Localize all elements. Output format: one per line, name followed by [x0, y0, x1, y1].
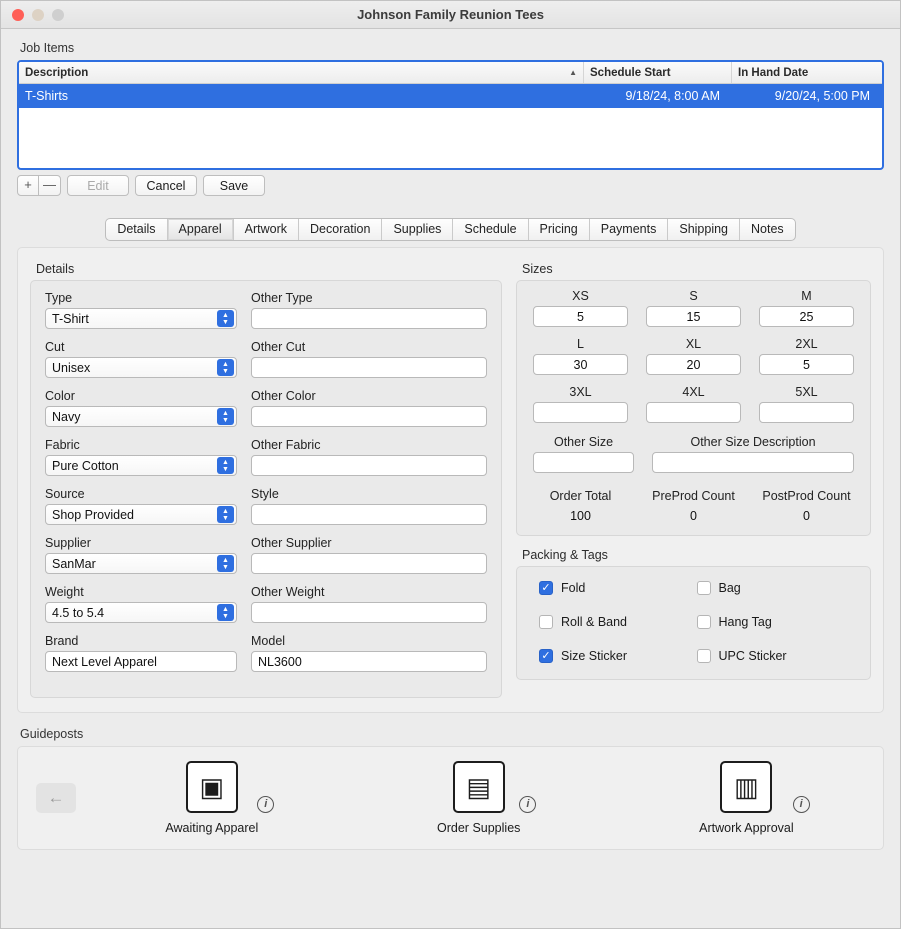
apparel-panel [17, 247, 884, 713]
size-2xl [759, 337, 854, 375]
fabric-popup[interactable] [45, 455, 237, 476]
size-xs [533, 289, 628, 327]
add-item-button[interactable]: + [18, 176, 39, 195]
field-other-weight [251, 585, 487, 623]
other-color-input[interactable] [251, 406, 487, 427]
tab-artwork[interactable]: Artwork [234, 219, 299, 240]
remove-item-button[interactable]: — [43, 177, 56, 192]
column-header-description-label: Description [25, 66, 89, 79]
checkbox-size-sticker-box[interactable]: ✓ [539, 649, 553, 663]
tab-pricing[interactable]: Pricing [529, 219, 590, 240]
job-items-table[interactable] [17, 60, 884, 170]
color-popup[interactable] [45, 406, 237, 427]
other-cut-input[interactable] [251, 357, 487, 378]
field-other-type [251, 291, 487, 329]
field-other-fabric-label: Other Fabric [251, 438, 321, 452]
checkbox-upc-sticker[interactable] [697, 649, 855, 663]
tab-strip [105, 218, 795, 241]
style-input[interactable] [251, 504, 487, 525]
cancel-button[interactable]: Cancel [135, 175, 197, 196]
checkbox-fold[interactable] [539, 581, 697, 595]
field-other-cut [251, 340, 487, 378]
sizes-grid [517, 281, 870, 435]
chevron-updown-icon[interactable]: ▲ ▼ [217, 310, 234, 327]
order-total-label: Order Total [549, 489, 612, 503]
field-other-fabric [251, 438, 487, 476]
sizes-column [516, 258, 871, 698]
details-title: Details [36, 262, 75, 276]
tab-decoration[interactable]: Decoration [299, 219, 382, 240]
checkbox-bag-box[interactable] [697, 581, 711, 595]
other-size-description [652, 435, 854, 473]
field-type [45, 291, 237, 329]
sizes-title: Sizes [522, 262, 553, 276]
supplier-popup[interactable] [45, 553, 237, 574]
postprod-count-label: PostProd Count [762, 489, 851, 503]
size-5xl [759, 385, 854, 423]
size-3xl-label: 3XL [569, 385, 592, 399]
field-style [251, 487, 487, 525]
supplier-popup-value: SanMar [52, 556, 96, 571]
postprod-count-value: 0 [803, 509, 810, 523]
size-s-label: S [689, 289, 698, 303]
size-xs-label: XS [572, 289, 589, 303]
details-group [30, 280, 502, 698]
field-supplier-label: Supplier [45, 536, 91, 550]
packing-group [516, 566, 871, 680]
model-input[interactable]: NL3600 [251, 651, 487, 672]
other-size-input[interactable] [533, 452, 634, 473]
size-s [646, 289, 741, 327]
postprod-count [759, 489, 854, 523]
other-fabric-input[interactable] [251, 455, 487, 476]
info-icon[interactable]: i [257, 796, 274, 813]
field-other-color [251, 389, 487, 427]
job-items-toolbar [17, 175, 884, 196]
field-source-label: Source [45, 487, 85, 501]
checkbox-upc-sticker-box[interactable] [697, 649, 711, 663]
artwork-icon: ▥ [720, 761, 772, 813]
add-remove-segment[interactable] [17, 175, 61, 196]
other-size [533, 435, 634, 473]
size-4xl-label: 4XL [682, 385, 705, 399]
order-total [533, 489, 628, 523]
order-total-value: 100 [570, 509, 591, 523]
guideposts-label: Guideposts [20, 727, 84, 741]
type-popup-value: T-Shirt [52, 311, 89, 326]
tab-shipping[interactable]: Shipping [668, 219, 740, 240]
box-icon: ▣ [186, 761, 238, 813]
table-header-row [19, 62, 882, 84]
guideposts-bar [17, 746, 884, 850]
tab-payments[interactable]: Payments [590, 219, 669, 240]
other-supplier-input[interactable] [251, 553, 487, 574]
other-size-row [517, 435, 870, 487]
other-size-description-input[interactable] [652, 452, 854, 473]
column-header-description[interactable] [19, 62, 584, 83]
size-s-input[interactable]: 15 [646, 306, 741, 327]
field-weight-label: Weight [45, 585, 84, 599]
checkbox-fold-label: Fold [561, 581, 586, 595]
size-l-input[interactable]: 30 [533, 354, 628, 375]
field-style-label: Style [251, 487, 279, 501]
checkbox-roll-and-band[interactable] [539, 615, 697, 629]
size-m-input[interactable]: 25 [759, 306, 854, 327]
source-popup-value: Shop Provided [52, 507, 135, 522]
window-title: Johnson Family Reunion Tees [357, 7, 544, 22]
field-type-label: Type [45, 291, 73, 305]
tab-schedule[interactable]: Schedule [453, 219, 528, 240]
info-icon[interactable]: i [793, 796, 810, 813]
cut-popup-value: Unisex [52, 360, 91, 375]
packing-options [517, 567, 870, 679]
chevron-updown-icon[interactable]: ▲ ▼ [217, 408, 234, 425]
checkbox-bag[interactable] [697, 581, 855, 595]
guidepost-order-supplies-label: Order Supplies [437, 821, 521, 835]
other-size-description-label: Other Size Description [690, 435, 816, 449]
size-xl-input[interactable]: 20 [646, 354, 741, 375]
checkbox-hang-tag[interactable] [697, 615, 855, 629]
guidepost-awaiting-apparel-label: Awaiting Apparel [165, 821, 259, 835]
back-button[interactable]: ← [36, 783, 76, 813]
weight-popup-value: 4.5 to 5.4 [52, 605, 105, 620]
column-header-in-hand-date-label: In Hand Date [738, 66, 809, 79]
field-weight [45, 585, 237, 623]
field-other-weight-label: Other Weight [251, 585, 325, 599]
source-popup[interactable] [45, 504, 237, 525]
tab-apparel[interactable]: Apparel [168, 219, 234, 240]
totals-row [517, 487, 870, 535]
size-xl-label: XL [685, 337, 702, 351]
sort-ascending-icon: ▲ [569, 68, 577, 77]
chevron-updown-icon[interactable]: ▲ ▼ [217, 457, 234, 474]
tab-notes[interactable]: Notes [751, 222, 784, 236]
size-l-label: L [577, 337, 584, 351]
field-supplier [45, 536, 237, 574]
field-brand [45, 634, 237, 672]
size-5xl-input[interactable] [759, 402, 854, 423]
field-other-type-label: Other Type [251, 291, 313, 305]
field-cut [45, 340, 237, 378]
checkbox-upc-sticker-label: UPC Sticker [718, 649, 787, 663]
field-other-color-label: Other Color [251, 389, 316, 403]
other-weight-input[interactable] [251, 602, 487, 623]
guidepost-artwork-approval[interactable] [699, 761, 803, 835]
brand-input[interactable]: Next Level Apparel [45, 651, 237, 672]
size-5xl-label: 5XL [795, 385, 818, 399]
details-column [30, 258, 502, 698]
cell-description: T-Shirts [25, 89, 69, 103]
weight-popup[interactable] [45, 602, 237, 623]
checkbox-roll-and-band-box[interactable] [539, 615, 553, 629]
column-header-schedule-start[interactable] [584, 62, 732, 83]
type-popup[interactable] [45, 308, 237, 329]
preprod-count [646, 489, 741, 523]
tab-supplies[interactable]: Supplies [382, 219, 453, 240]
size-xs-input[interactable]: 5 [533, 306, 628, 327]
field-model [251, 634, 487, 672]
job-items-label: Job Items [20, 41, 75, 55]
field-color-label: Color [45, 389, 75, 403]
checkbox-hang-tag-label: Hang Tag [718, 615, 772, 629]
size-4xl-input[interactable] [646, 402, 741, 423]
cut-popup[interactable] [45, 357, 237, 378]
field-cut-label: Cut [45, 340, 65, 354]
size-2xl-label: 2XL [795, 337, 818, 351]
field-fabric-label: Fabric [45, 438, 80, 452]
cell-schedule-start: 9/18/24, 8:00 AM [625, 89, 720, 103]
size-4xl [646, 385, 741, 423]
chevron-updown-icon[interactable]: ▲ ▼ [217, 506, 234, 523]
packing-section [516, 548, 871, 680]
size-xl [646, 337, 741, 375]
fabric-popup-value: Pure Cotton [52, 458, 119, 473]
supplies-icon: ▤ [453, 761, 505, 813]
field-source [45, 487, 237, 525]
checkbox-roll-and-band-label: Roll & Band [561, 615, 628, 629]
size-m [759, 289, 854, 327]
field-fabric [45, 438, 237, 476]
checkbox-size-sticker[interactable] [539, 649, 697, 663]
other-type-input[interactable] [251, 308, 487, 329]
other-size-label: Other Size [553, 435, 614, 449]
checkbox-size-sticker-label: Size Sticker [561, 649, 627, 663]
size-l [533, 337, 628, 375]
checkbox-fold-box[interactable]: ✓ [539, 581, 553, 595]
details-grid [31, 281, 501, 697]
size-m-label: M [801, 289, 812, 303]
tab-bar [17, 218, 884, 241]
guidepost-awaiting-apparel[interactable] [165, 761, 268, 835]
size-2xl-input[interactable]: 5 [759, 354, 854, 375]
title-bar [1, 1, 900, 29]
tab-details[interactable]: Details [106, 219, 167, 240]
table-row[interactable] [19, 84, 882, 108]
chevron-updown-icon[interactable]: ▲ ▼ [217, 359, 234, 376]
field-other-cut-label: Other Cut [251, 340, 306, 354]
size-3xl-input[interactable] [533, 402, 628, 423]
preprod-count-label: PreProd Count [652, 489, 735, 503]
sizes-group [516, 280, 871, 536]
column-header-schedule-start-label: Schedule Start [590, 66, 671, 79]
size-3xl [533, 385, 628, 423]
packing-title: Packing & Tags [522, 548, 608, 562]
field-color [45, 389, 237, 427]
checkbox-hang-tag-box[interactable] [697, 615, 711, 629]
column-header-in-hand-date[interactable] [732, 62, 882, 83]
chevron-updown-icon[interactable]: ▲ ▼ [217, 555, 234, 572]
field-brand-label: Brand [45, 634, 79, 648]
guidepost-items [76, 761, 883, 835]
field-other-supplier-label: Other Supplier [251, 536, 332, 550]
checkbox-bag-label: Bag [718, 581, 741, 595]
guidepost-artwork-approval-label: Artwork Approval [699, 821, 794, 835]
guidepost-order-supplies[interactable] [437, 761, 530, 835]
field-other-supplier [251, 536, 487, 574]
field-model-label: Model [251, 634, 286, 648]
save-button[interactable]: Save [203, 175, 265, 196]
preprod-count-value: 0 [690, 509, 697, 523]
info-icon[interactable]: i [519, 796, 536, 813]
edit-button[interactable]: Edit [67, 175, 129, 196]
chevron-updown-icon[interactable]: ▲ ▼ [217, 604, 234, 621]
cell-in-hand-date: 9/20/24, 5:00 PM [774, 89, 870, 103]
color-popup-value: Navy [52, 409, 81, 424]
